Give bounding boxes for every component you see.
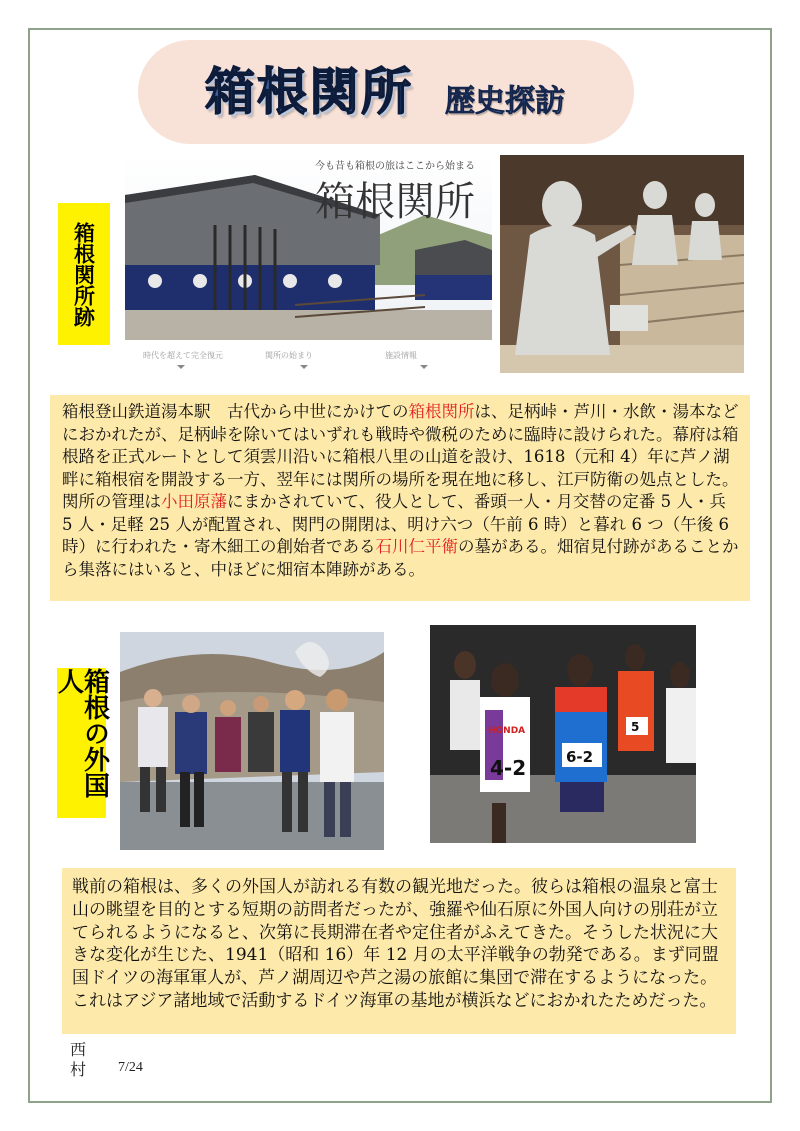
photo-official-statues	[500, 155, 744, 373]
runner-bib-3: 5	[631, 720, 640, 734]
author-name: 西村	[70, 1040, 87, 1079]
runners-illustration	[430, 625, 696, 843]
text-segment: は、足柄峠・芦川・水飲・湯本などにおかれたが、足柄峠を除いてはいずれも戦時や微税のために臨時に設けられた。幕府は箱根路を正式ルートとして須雲川沿いに箱根八里の山道を設け、1618（元和 4）年に芦ノ湖畔に箱根宿を開設する一方、翌年には関所の場所を現在地に移し、江戸防衛の処点とした。関所の管理は	[62, 402, 739, 511]
page-title: 箱根関所	[205, 62, 413, 121]
section-label-checkpoint: 箱根関所跡	[58, 203, 110, 345]
page-subtitle: 歴史探訪	[445, 84, 565, 119]
photo-checkpoint-building	[125, 155, 492, 373]
tourists-illustration	[120, 632, 384, 850]
photo-caption-tagline: 今も昔も箱根の旅はここから始まる	[315, 161, 475, 172]
photo-sign-text: 箱根関所	[315, 179, 475, 225]
foreigners-description: 戦前の箱根は、多くの外国人が訪れる有数の観光地だった。彼らは箱根の温泉と富士山の眺望を目的とする短期の訪問者だったが、強羅や仙石原に外国人向けの別荘が立てられるようになると、次第に長期滞在者や定住者がふえてきた。そうした状況に大きな変化が生じた、1941（昭和 16）年 12 月の太平洋戦争の勃発である。まず同盟国ドイツの海軍軍人が、芦ノ湖周辺や芦之湯の旅館に集団で滞在するようになった。これはアジア諸地域で活動するドイツ海軍の基地が横浜などにおかれたためだった。	[62, 868, 736, 1034]
highlight-ishikawa-nihei: 石川仁平衛	[375, 537, 458, 556]
photo-nav-1: 時代を超えて完全復元	[143, 351, 223, 360]
page-number: 7/24	[118, 1060, 143, 1075]
text-segment: の墓がある。畑宿見付跡があることから集落にはいると、中ほどに畑宿本陣跡がある。	[62, 537, 739, 579]
text-segment: 箱根登山鉄道湯本駅 古代から中世にかけての	[62, 402, 409, 421]
photo-marathon-runners	[430, 625, 696, 843]
photo-nav-3: 施設情報	[385, 351, 417, 360]
checkpoint-description	[50, 395, 750, 601]
statues-illustration	[500, 155, 744, 373]
photo-tourists-owakudani	[120, 632, 384, 850]
runner-sponsor: HONDA	[488, 726, 526, 736]
runner-bib-2: 6-2	[566, 748, 594, 766]
runner-bib-1: 4-2	[490, 756, 527, 780]
highlight-odawara-domain: 小田原藩	[161, 492, 227, 511]
text-segment: にまかされていて、役人として、番頭一人・月交替の定番 5 人・兵 5 人・足軽 25 人が配置され、関門の開閉は、明け六つ（午前 6 時）と暮れ 6 つ（午後 6 時）に行われた・寄木細工の創始者である	[62, 492, 729, 556]
highlight-hakone-checkpoint: 箱根関所	[408, 402, 475, 421]
section-label-foreigners: 箱根の外国人	[57, 668, 106, 818]
checkpoint-building-illustration	[125, 155, 492, 373]
photo-nav-2: 関所の始まり	[265, 351, 313, 360]
